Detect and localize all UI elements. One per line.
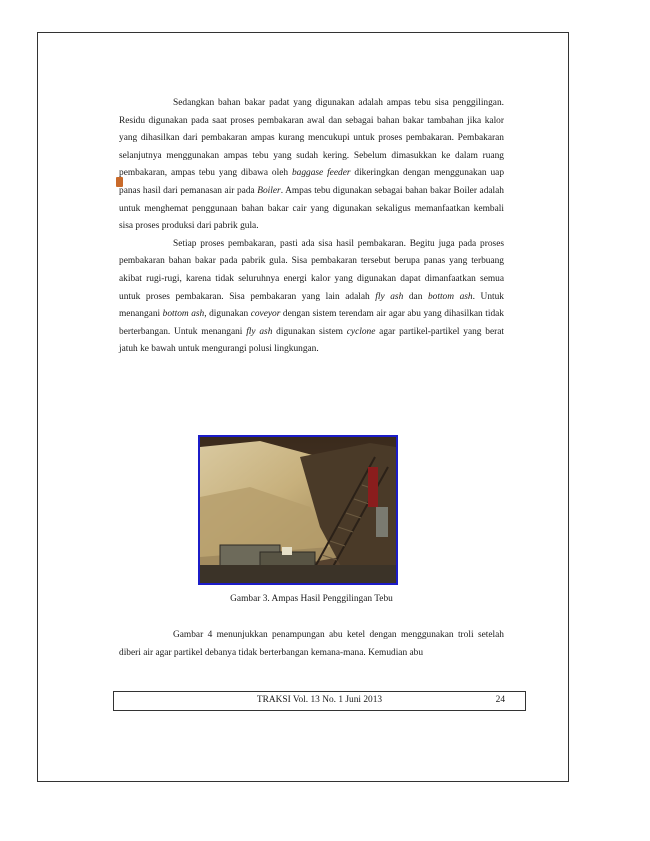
- paragraph-1: [119, 95, 504, 236]
- p2-text-2: dan: [403, 291, 428, 302]
- p1-text-1: Sedangkan bahan bakar padat yang digunakan adalah ampas tebu sisa penggilingan. Residu digunakan pada saat proses pembakaran awal dan sebagai bahan bakar tambahan jika kalor yang dihasilkan dari pembakaran ampas kurang mencukupi untuk proses pembakaran. Pembakaran selanjutnya menggunakan ampas tebu yang sudah kering. Sebelum dimasukkan ke dalam ruang pembakaran, ampas tebu yang dibawa oleh: [119, 98, 504, 179]
- p2-text-1: Setiap proses pembakaran, pasti ada sisa hasil pembakaran. Begitu juga pada proses pembakaran bahan bakar pada pabrik gula. Sisa pembakaran tersebut berupa panas yang terbuang akibat rugi-rugi, karena tidak seluruhnya energi kalor yang digunakan dapat dimanfaatkan semua untuk proses pembakaran. Sisa pembakaran yang lain adalah: [119, 238, 504, 302]
- figure-photo: [198, 435, 398, 585]
- p2-text-5: dengan sistem terendam air agar abu yang dihasilkan tidak berterbangan. Untuk menangani: [119, 309, 504, 337]
- bagasse-photo-illustration: [200, 437, 396, 583]
- footer-journal-title: TRAKSI Vol. 13 No. 1 Juni 2013: [256, 695, 383, 705]
- p2-italic-6: cyclone: [346, 326, 376, 337]
- p2-text-3: . Untuk menangani: [119, 291, 504, 320]
- p2-italic-2: bottom ash: [427, 291, 473, 302]
- p1-text-2: dikeringkan dengan menggunakan uap panas hasil dari pemanasan air pada: [119, 168, 505, 196]
- figure-caption: Gambar 3. Ampas Hasil Penggilingan Tebu: [230, 594, 393, 604]
- p1-italic-2: Boiler: [257, 185, 281, 196]
- body-text: [119, 95, 504, 359]
- p2-text-4: , digunakan: [204, 309, 251, 320]
- p1-italic-1: baggase feeder: [291, 168, 351, 179]
- page-number: 24: [495, 695, 505, 705]
- p2-italic-3: bottom ash: [162, 309, 205, 320]
- p2-text-7: agar partikel-partikel yang berat jatuh ke bawah untuk mengurangi polusi lingkungan.: [119, 326, 505, 355]
- p1-text-3: . Ampas tebu digunakan sebagai bahan bakar Boiler adalah untuk menghemat penggunaan bahan bakar cair yang digunakan sekaligus memanfaatkan kembali sisa proses produksi dari pabrik gula.: [119, 185, 504, 232]
- p2-italic-4: coveyor: [250, 309, 281, 320]
- p2-italic-1: fly ash: [375, 291, 404, 302]
- paragraph-3: Gambar 4 menunjukkan penampungan abu ketel dengan menggunakan troli setelah diberi air agar partikel debanya tidak berterbangan kemana-mana. Kemudian abu: [119, 630, 504, 658]
- p2-italic-5: fly ash: [246, 326, 273, 337]
- footer: [113, 691, 526, 711]
- paragraph-2: [119, 236, 504, 359]
- p2-text-6: digunakan sistem: [272, 326, 347, 337]
